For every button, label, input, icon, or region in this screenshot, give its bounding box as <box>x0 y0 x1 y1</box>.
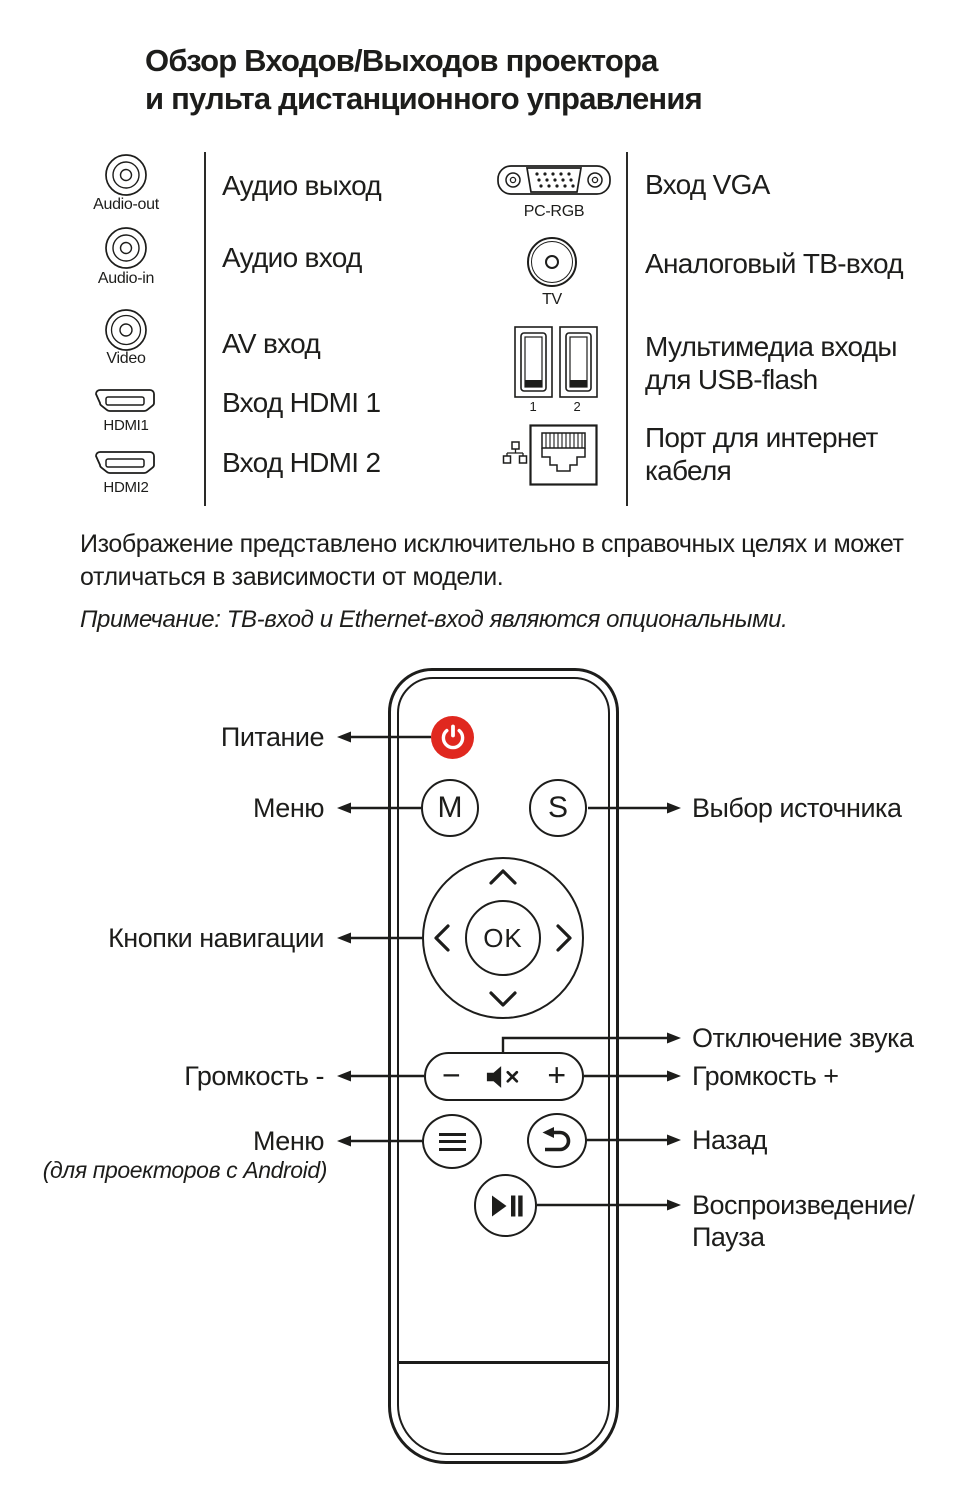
ethernet-label-line2: кабеля <box>645 455 732 486</box>
video-jack-icon <box>104 308 148 352</box>
pc-rgb-caption: PC-RGB <box>523 203 585 220</box>
hdmi1-caption: HDMI1 <box>103 417 149 434</box>
back-arrow-icon <box>539 1125 575 1157</box>
hamburger-icon-bar <box>439 1133 466 1136</box>
usb-port-2-icon <box>560 327 597 397</box>
menu-m-button-label: M <box>437 791 463 824</box>
mute-icon <box>485 1064 523 1090</box>
callout-volume-minus-label: Громкость - <box>184 1061 324 1091</box>
callout-back-label: Назад <box>692 1125 767 1155</box>
callout-nav-label: Кнопки навигации <box>108 923 324 953</box>
av-input-label: AV вход <box>222 328 321 359</box>
vga-icon <box>496 157 612 203</box>
hdmi2-label: Вход HDMI 2 <box>222 447 381 478</box>
hamburger-icon-bar <box>439 1148 466 1151</box>
callout-play-label <box>692 1189 914 1253</box>
callout-android-menu-sub: (для проекторов с Android) <box>42 1157 327 1183</box>
audio-in-jack-icon <box>104 226 148 270</box>
network-icon <box>502 441 528 465</box>
callout-play-label-line1: Воспроизведение/ <box>692 1190 915 1220</box>
vga-pins <box>535 172 574 187</box>
hdmi2-icon <box>93 450 157 478</box>
audio-out-caption: Audio-out <box>93 196 159 213</box>
tv-jack-icon <box>525 235 579 289</box>
ok-button-label: OK <box>483 922 523 953</box>
optional-note: Примечание: ТВ-вход и Ethernet-вход являются опциональными. <box>80 606 788 633</box>
callout-volume-plus-label: Громкость + <box>692 1061 839 1091</box>
play-pause-icon <box>488 1191 524 1221</box>
callout-menu-label: Меню <box>253 793 324 823</box>
volume-plus-glyph: + <box>547 1056 566 1093</box>
hdmi1-icon <box>93 388 157 416</box>
callout-android-menu-label: Меню <box>253 1126 324 1156</box>
divider-right <box>626 152 628 506</box>
ethernet-label <box>645 421 878 487</box>
callout-mute-label: Отключение звука <box>692 1023 914 1053</box>
hdmi1-label: Вход HDMI 1 <box>222 387 381 418</box>
vga-label: Вход VGA <box>645 169 770 200</box>
hdmi2-caption: HDMI2 <box>103 479 149 496</box>
volume-minus-glyph: − <box>442 1056 461 1093</box>
divider-left <box>204 152 206 506</box>
chevron-left-icon <box>436 926 448 950</box>
usb-ports-icon <box>514 326 600 398</box>
ok-button <box>465 900 541 976</box>
audio-out-label: Аудио выход <box>222 170 382 201</box>
tv-input-label: Аналоговый ТВ-вход <box>645 248 903 279</box>
usb2-caption: 2 <box>573 399 581 414</box>
power-icon <box>438 723 468 753</box>
usb1-caption: 1 <box>529 399 537 414</box>
callout-source-label: Выбор источника <box>692 793 902 823</box>
usb-label-line1: Мультимедиа входы <box>645 331 897 362</box>
usb-label-line2: для USB-flash <box>645 364 818 395</box>
hamburger-icon-bar <box>439 1140 466 1143</box>
callout-play-label-line2: Пауза <box>692 1222 765 1252</box>
usb-label <box>645 330 897 396</box>
disclaimer-line1: Изображение представлено исключительно в справочных целях и может <box>80 530 904 558</box>
power-button <box>431 716 474 759</box>
disclaimer <box>80 528 904 594</box>
usb-port-1-icon <box>515 327 552 397</box>
audio-in-label: Аудио вход <box>222 242 362 273</box>
audio-in-caption: Audio-in <box>97 270 155 287</box>
source-s-button <box>529 779 587 837</box>
source-s-button-label: S <box>547 791 568 824</box>
video-caption: Video <box>106 350 146 367</box>
audio-out-jack-icon <box>104 153 148 197</box>
page-title <box>145 42 702 118</box>
tv-caption: TV <box>542 291 562 308</box>
chevron-up-icon <box>491 871 515 883</box>
disclaimer-line2: отличаться в зависимости от модели. <box>80 563 504 591</box>
page-title-line1: Обзор Входов/Выходов проектора <box>145 43 658 78</box>
play-pause-button <box>474 1174 537 1237</box>
chevron-down-icon <box>491 993 515 1005</box>
page-title-line2: и пульта дистанционного управления <box>145 81 702 116</box>
android-menu-button <box>422 1114 482 1169</box>
volume-pill <box>424 1052 584 1101</box>
ethernet-port-icon <box>529 424 599 486</box>
menu-m-button <box>421 779 479 837</box>
ethernet-label-line1: Порт для интернет <box>645 422 878 453</box>
remote-bottom-divider <box>398 1361 609 1364</box>
chevron-right-icon <box>558 926 570 950</box>
back-button <box>527 1113 587 1168</box>
callout-power-label: Питание <box>220 722 324 752</box>
